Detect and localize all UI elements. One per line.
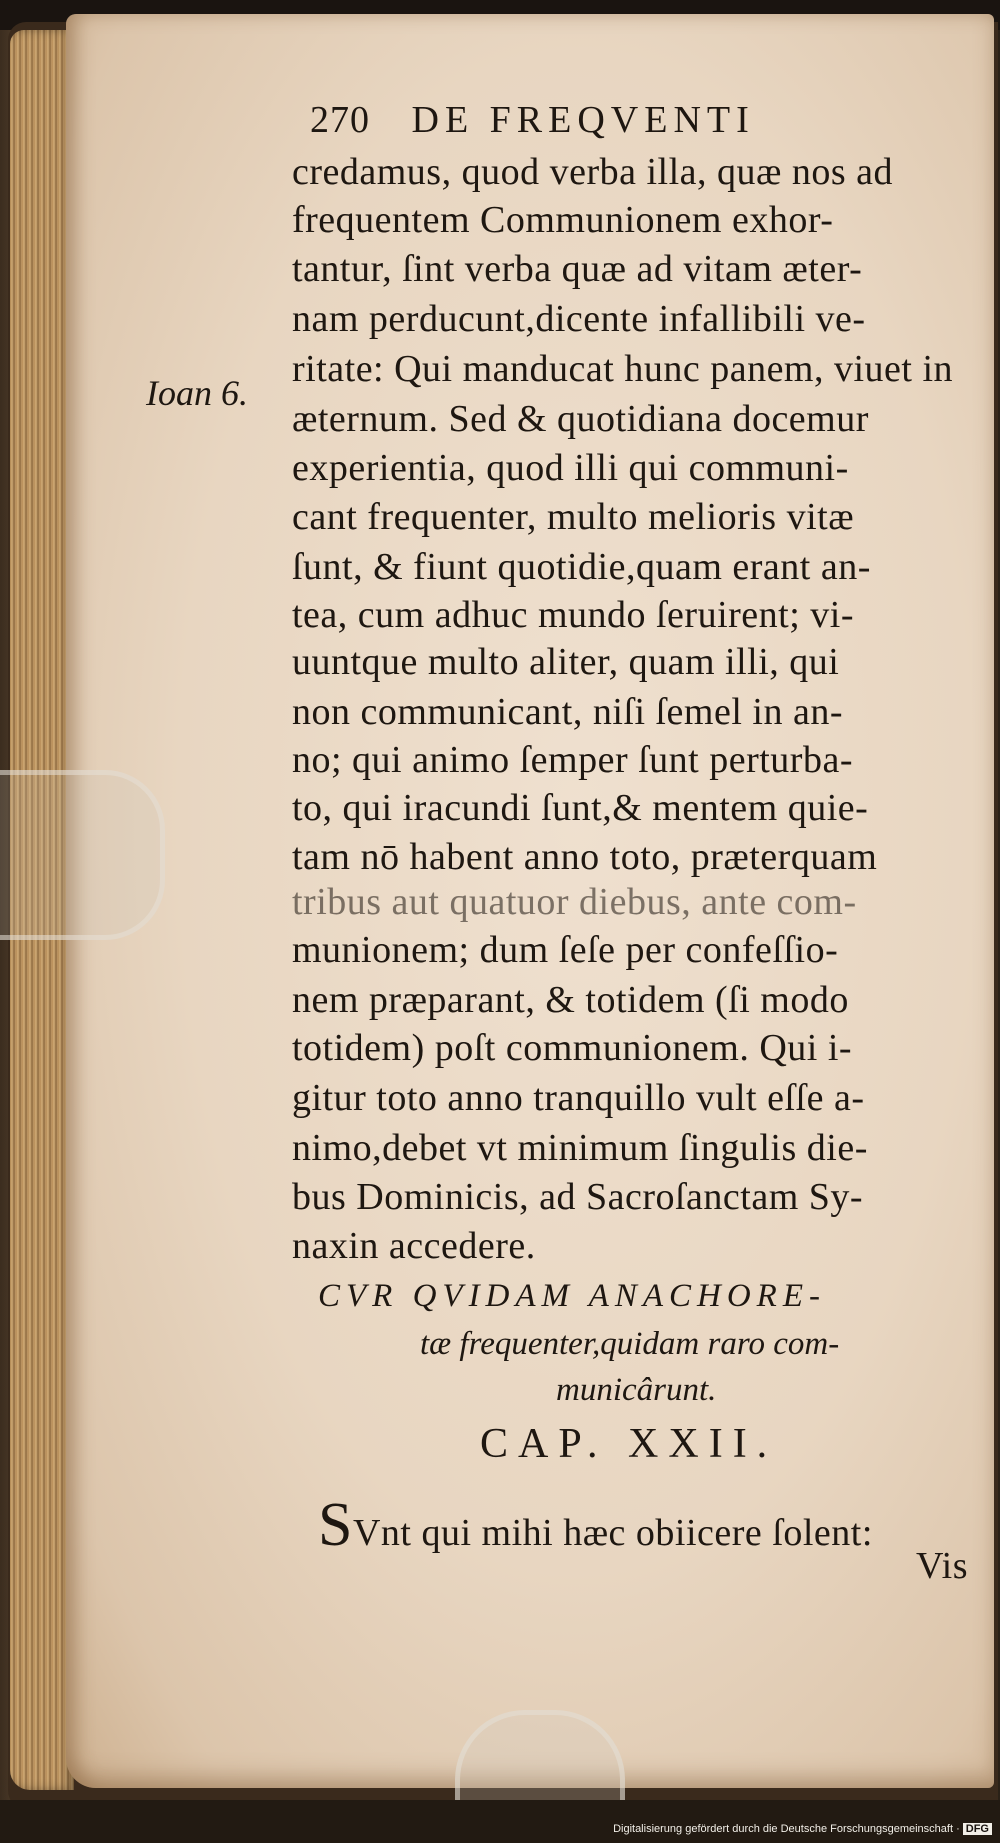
text-line: credamus, quod verba illa, quæ nos ad bbox=[292, 151, 894, 193]
text-line: tam nō habent anno toto, præterquam bbox=[292, 836, 878, 878]
running-header bbox=[310, 98, 755, 142]
credit-text: Digitalisierung gefördert durch die Deutsche Forschungsgemeinschaft bbox=[613, 1823, 954, 1835]
text-line: munionem; dum ſeſe per confeſſio- bbox=[292, 929, 839, 971]
text-line: nimo,debet vt minimum ſingulis die- bbox=[292, 1127, 868, 1169]
dfg-logo: DFG bbox=[963, 1823, 992, 1835]
text-line: nam perducunt,dicente infallibili ve- bbox=[292, 298, 866, 340]
text-line: æternum. Sed & quotidiana docemur bbox=[292, 398, 869, 440]
text-line: ſunt, & fiunt quotidie,quam erant an- bbox=[292, 546, 871, 588]
text-line: to, qui iracundi ſunt,& mentem quie- bbox=[292, 787, 869, 829]
final-text-line bbox=[318, 1490, 873, 1561]
text-line: cant frequenter, multo melioris vitæ bbox=[292, 496, 855, 538]
digitization-credit: Digitalisierung gefördert durch die Deutsche Forschungsgemeinschaft · DFG bbox=[613, 1823, 992, 1835]
text-line: tantur, ſint verba quæ ad vitam æter- bbox=[292, 248, 863, 290]
final-line-text: Vnt qui mihi hæc obiicere ſolent: bbox=[352, 1512, 873, 1554]
text-line: bus Dominicis, ad Sacroſanctam Sy- bbox=[292, 1176, 864, 1218]
text-line: experientia, quod illi qui communi- bbox=[292, 447, 849, 489]
text-line: naxin accedere. bbox=[292, 1225, 536, 1267]
text-line: no; qui animo ſemper ſunt perturba- bbox=[292, 739, 853, 781]
text-line: gitur toto anno tranquillo vult eſſe a- bbox=[292, 1077, 865, 1119]
text-line: totidem) poſt communionem. Qui i- bbox=[292, 1027, 853, 1069]
chapter-heading-line: tæ frequenter,quidam raro com- bbox=[420, 1326, 840, 1362]
text-line: uuntque multo aliter, quam illi, qui bbox=[292, 641, 840, 683]
page-clip bbox=[0, 770, 165, 940]
text-line: frequentem Communionem exhor- bbox=[292, 199, 834, 241]
page-number: 270 bbox=[310, 99, 370, 141]
text-line: ritate: Qui manducat hunc panem, viuet in bbox=[292, 348, 954, 390]
catchword: Vis bbox=[916, 1545, 969, 1587]
chapter-number: CAP. XXII. bbox=[480, 1421, 778, 1467]
text-line: nem præparant, & totidem (ſi modo bbox=[292, 979, 849, 1021]
text-line: tribus aut quatuor diebus, ante com- bbox=[292, 881, 857, 923]
text-line: tea, cum adhuc mundo ſeruirent; vi- bbox=[292, 594, 854, 636]
text-line: non communicant, niſi ſemel in an- bbox=[292, 691, 843, 733]
chapter-heading-line: municârunt. bbox=[556, 1372, 717, 1408]
running-title: DE FREQVENTI bbox=[411, 99, 755, 141]
margin-note: Ioan 6. bbox=[146, 373, 248, 413]
bottom-shadow bbox=[0, 1800, 1000, 1843]
drop-capital: S bbox=[318, 1491, 353, 1559]
chapter-heading-line: CVR QVIDAM ANACHORE- bbox=[318, 1278, 826, 1314]
